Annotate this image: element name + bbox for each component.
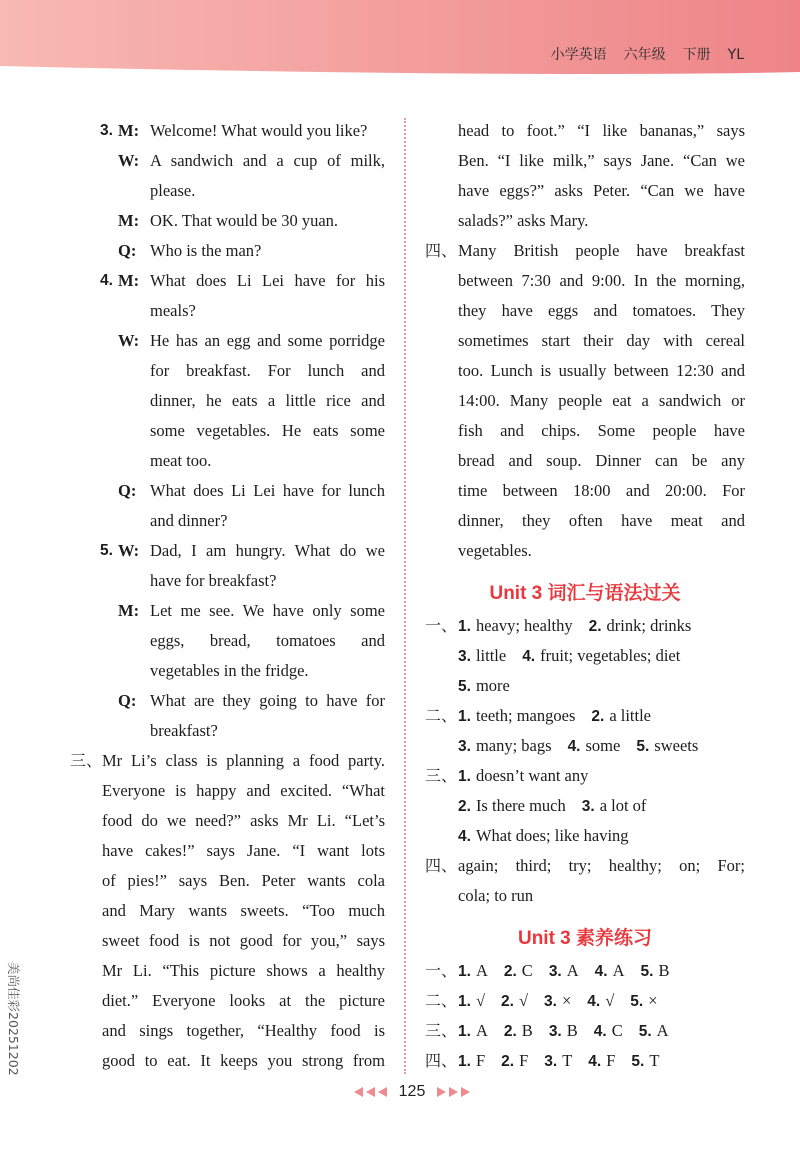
answer-text: sweets bbox=[654, 736, 699, 755]
answer-item bbox=[549, 961, 579, 980]
line-text: eggs, bread, tomatoes and bbox=[150, 631, 385, 650]
section-heading: Unit 3 素养练习 bbox=[517, 928, 653, 949]
speaker-label: M: bbox=[118, 211, 140, 230]
line-text: meat too. bbox=[150, 451, 212, 470]
text-line bbox=[70, 326, 385, 356]
line-text: Ben. “I like milk,” says Jane. “Can we bbox=[458, 151, 745, 170]
line-text: of pies!” says Ben. Peter wants cola bbox=[102, 871, 385, 890]
line-text: again; third; try; healthy; on; For; bbox=[458, 856, 745, 875]
speaker-label: M: bbox=[118, 601, 140, 620]
line-text: for breakfast. For lunch and bbox=[150, 361, 385, 380]
text-line bbox=[70, 386, 385, 416]
answer-text: B bbox=[658, 961, 670, 980]
grade-label: 六年级 bbox=[623, 47, 666, 63]
section-number: 三、 bbox=[70, 751, 103, 770]
text-line bbox=[70, 656, 385, 686]
line-text: What are they going to have for bbox=[150, 691, 385, 710]
line-text: some vegetables. He eats some bbox=[150, 421, 385, 440]
line-text: A sandwich and a cup of milk, bbox=[150, 151, 385, 170]
dialogue-turn bbox=[70, 206, 385, 236]
section-number: 四、 bbox=[425, 1051, 458, 1070]
answer-item bbox=[591, 706, 651, 725]
page-number: 125 bbox=[398, 1083, 426, 1100]
answer-line bbox=[425, 611, 745, 641]
answer-item bbox=[587, 991, 614, 1010]
answer-item bbox=[501, 1051, 528, 1070]
line-text: dinner, he eats a little rice and bbox=[150, 391, 385, 410]
answer-text: some bbox=[585, 736, 621, 755]
triple-right-arrow-icon bbox=[435, 1087, 471, 1097]
text-line bbox=[70, 176, 385, 206]
text-line bbox=[425, 356, 745, 386]
dialogue-turn bbox=[70, 236, 385, 266]
line-text: Everyone is happy and excited. “What bbox=[102, 781, 385, 800]
answer-number: 4. bbox=[587, 993, 601, 1010]
page-footer bbox=[332, 1080, 492, 1104]
margin-print-note: 美尚佳彩20251202 bbox=[6, 962, 21, 1076]
text-line bbox=[70, 746, 385, 776]
section-number: 三、 bbox=[425, 766, 458, 785]
answer-text: a lot of bbox=[599, 796, 647, 815]
answer-line bbox=[425, 701, 745, 731]
answer-text: T bbox=[649, 1051, 660, 1070]
line-text: please. bbox=[150, 181, 196, 200]
line-text: bread and soup. Dinner can be any bbox=[458, 451, 745, 470]
section-number: 四、 bbox=[425, 241, 458, 260]
line-text: breakfast? bbox=[150, 721, 218, 740]
answer-item bbox=[458, 766, 588, 785]
answer-item bbox=[458, 1021, 488, 1040]
answer-text: teeth; mangoes bbox=[475, 706, 576, 725]
answer-number: 5. bbox=[631, 1053, 645, 1070]
answer-group bbox=[425, 611, 745, 701]
line-text: Mr Li’s class is planning a food party. bbox=[102, 751, 385, 770]
answer-text: heavy; healthy bbox=[475, 616, 573, 635]
answer-text: What does; like having bbox=[475, 826, 629, 845]
text-line bbox=[70, 476, 385, 506]
answer-number: 1. bbox=[458, 708, 471, 725]
answer-item bbox=[544, 991, 571, 1010]
text-line bbox=[70, 926, 385, 956]
line-text: Who is the man? bbox=[150, 241, 262, 260]
answer-number: 2. bbox=[503, 1023, 517, 1040]
text-line bbox=[425, 206, 745, 236]
answer-number: 3. bbox=[544, 993, 557, 1010]
speaker-label: Q: bbox=[118, 691, 137, 710]
speaker-label: Q: bbox=[118, 241, 137, 260]
line-text: have for breakfast? bbox=[150, 571, 277, 590]
answer-item bbox=[568, 736, 621, 755]
answer-line bbox=[425, 731, 745, 761]
dialogue-turn bbox=[70, 326, 385, 476]
speaker-label: W: bbox=[118, 331, 140, 350]
text-line bbox=[425, 476, 745, 506]
line-text: and dinner? bbox=[150, 511, 228, 530]
answer-item bbox=[501, 991, 528, 1010]
text-line bbox=[425, 386, 745, 416]
answer-text: F bbox=[475, 1051, 486, 1070]
answer-number: 5. bbox=[638, 1023, 652, 1040]
text-line bbox=[425, 881, 745, 911]
answer-item bbox=[595, 961, 625, 980]
subject-label: 小学英语 bbox=[550, 47, 607, 63]
answer-text: A bbox=[566, 961, 579, 980]
answer-number: 2. bbox=[588, 618, 602, 635]
line-text: food do we need?” asks Mr Li. “Let’s bbox=[102, 811, 385, 830]
line-text: Let me see. We have only some bbox=[150, 601, 385, 620]
section-number: 一、 bbox=[425, 961, 458, 980]
passage bbox=[425, 236, 745, 566]
answer-item bbox=[458, 676, 510, 695]
answer-item bbox=[582, 796, 647, 815]
text-line bbox=[70, 536, 385, 566]
answer-item bbox=[636, 736, 698, 755]
answer-text: C bbox=[611, 1021, 623, 1040]
line-text: have cakes!” says Jane. “I want lots bbox=[102, 841, 385, 860]
section-number: 一、 bbox=[425, 616, 458, 635]
text-line bbox=[70, 506, 385, 536]
answer-number: 2. bbox=[458, 798, 471, 815]
speaker-label: W: bbox=[118, 151, 140, 170]
line-text: sometimes start their day with cereal bbox=[458, 331, 745, 350]
speaker-label: Q: bbox=[118, 481, 137, 500]
left-column bbox=[70, 116, 385, 1076]
answer-number: 3. bbox=[458, 648, 471, 665]
dialogue-turn bbox=[70, 266, 385, 326]
line-text: vegetables in the fridge. bbox=[150, 661, 309, 680]
answer-number: 3. bbox=[458, 738, 471, 755]
line-text: dinner, they often have meat and bbox=[458, 511, 745, 530]
answer-number: 4. bbox=[458, 828, 471, 845]
line-text: time between 18:00 and 20:00. For bbox=[458, 481, 745, 500]
line-text: have eggs?” asks Peter. “Can we have bbox=[458, 181, 745, 200]
line-text: fish and chips. Some people have bbox=[458, 421, 745, 440]
answer-text: F bbox=[519, 1051, 529, 1070]
dialogue-turn bbox=[70, 596, 385, 686]
answer-item bbox=[522, 646, 680, 665]
answer-text: √ bbox=[605, 991, 615, 1010]
line-text: good to eat. It keeps you strong from bbox=[102, 1051, 385, 1070]
text-line bbox=[70, 626, 385, 656]
answer-text: more bbox=[475, 676, 510, 695]
text-line bbox=[70, 206, 385, 236]
answer-group bbox=[425, 761, 745, 851]
answer-text: A bbox=[612, 961, 625, 980]
text-line bbox=[425, 446, 745, 476]
text-line bbox=[70, 686, 385, 716]
line-text: What does Li Lei have for his bbox=[150, 271, 385, 290]
line-text: meals? bbox=[150, 301, 196, 320]
text-line bbox=[70, 986, 385, 1016]
answer-number: 3. bbox=[548, 963, 562, 980]
dialogue-turn bbox=[70, 116, 385, 146]
answer-item bbox=[458, 826, 629, 845]
answer-item bbox=[641, 961, 670, 980]
answer-text: little bbox=[475, 646, 507, 665]
right-column bbox=[425, 116, 745, 1076]
answer-number: 2. bbox=[503, 963, 517, 980]
answer-item bbox=[504, 961, 533, 980]
triple-left-arrow-icon bbox=[353, 1087, 389, 1097]
answer-number: 5. bbox=[636, 738, 650, 755]
answer-number: 5. bbox=[640, 963, 654, 980]
answer-number: 5. bbox=[458, 678, 471, 695]
answer-number: 3. bbox=[548, 1023, 562, 1040]
answer-text: × bbox=[561, 991, 572, 1010]
answer-item bbox=[458, 961, 488, 980]
text-line bbox=[425, 536, 745, 566]
answer-item bbox=[589, 616, 692, 635]
answer-item bbox=[594, 1021, 623, 1040]
answer-item bbox=[549, 1021, 578, 1040]
section-number: 三、 bbox=[425, 1021, 458, 1040]
text-line bbox=[70, 956, 385, 986]
answer-line bbox=[425, 1046, 745, 1076]
text-line bbox=[425, 296, 745, 326]
question-number: 4. bbox=[100, 272, 113, 289]
text-line bbox=[70, 236, 385, 266]
header-banner bbox=[0, 0, 800, 78]
answer-text: A bbox=[656, 1021, 669, 1040]
dialogue-turn bbox=[70, 536, 385, 596]
text-line bbox=[70, 1046, 385, 1076]
answer-number: 1. bbox=[458, 1053, 471, 1070]
answer-group bbox=[425, 701, 745, 761]
text-line bbox=[70, 416, 385, 446]
column-divider bbox=[404, 118, 406, 1074]
answer-line bbox=[425, 671, 745, 701]
line-text: OK. That would be 30 yuan. bbox=[150, 211, 339, 230]
answer-text: doesn’t want any bbox=[475, 766, 589, 785]
text-line bbox=[425, 416, 745, 446]
answer-line bbox=[425, 1016, 745, 1046]
answer-number: 2. bbox=[501, 993, 514, 1010]
answer-number: 1. bbox=[458, 963, 471, 980]
text-line bbox=[425, 176, 745, 206]
passage bbox=[70, 746, 385, 1076]
text-line bbox=[425, 326, 745, 356]
answer-line bbox=[425, 641, 745, 671]
line-text: What does Li Lei have for lunch bbox=[150, 481, 385, 500]
line-text: diet.” Everyone looks at the picture bbox=[102, 991, 385, 1010]
text-line bbox=[425, 146, 745, 176]
text-line bbox=[70, 896, 385, 926]
line-text: vegetables. bbox=[458, 541, 532, 560]
text-line bbox=[70, 716, 385, 746]
volume-label: 下册 bbox=[682, 47, 711, 63]
text-line bbox=[70, 566, 385, 596]
answer-item bbox=[458, 991, 485, 1010]
line-text: and sings together, “Healthy food is bbox=[102, 1021, 385, 1040]
book-info bbox=[551, 44, 744, 66]
line-text: head to foot.” “I like bananas,” says bbox=[458, 121, 745, 140]
answer-item bbox=[544, 1051, 572, 1070]
edition-label: YL bbox=[727, 47, 744, 63]
text-line bbox=[425, 506, 745, 536]
answer-item bbox=[458, 736, 552, 755]
text-line bbox=[70, 596, 385, 626]
answer-item bbox=[458, 1051, 485, 1070]
line-text: and Mary wants sweets. “Too much bbox=[102, 901, 385, 920]
text-line bbox=[70, 266, 385, 296]
answer-item bbox=[631, 1051, 659, 1070]
speaker-label: W: bbox=[118, 541, 140, 560]
answer-number: 4. bbox=[594, 963, 608, 980]
answer-group bbox=[425, 1046, 745, 1076]
answer-number: 1. bbox=[458, 768, 471, 785]
line-text: between 7:30 and 9:00. In the morning, bbox=[458, 271, 745, 290]
text-line bbox=[425, 236, 745, 266]
answer-text: T bbox=[562, 1051, 573, 1070]
text-line bbox=[70, 116, 385, 146]
answer-number: 2. bbox=[501, 1053, 515, 1070]
answer-text: Is there much bbox=[475, 796, 566, 815]
text-line bbox=[70, 446, 385, 476]
answer-item bbox=[458, 646, 506, 665]
answer-line bbox=[425, 791, 745, 821]
answer-group bbox=[425, 986, 745, 1016]
answer-item bbox=[630, 991, 657, 1010]
answer-number: 3. bbox=[544, 1053, 558, 1070]
answer-number: 5. bbox=[630, 993, 644, 1010]
header-banner-shape bbox=[0, 0, 800, 78]
answer-number: 1. bbox=[458, 993, 471, 1010]
answer-text: F bbox=[606, 1051, 616, 1070]
text-line bbox=[70, 1016, 385, 1046]
line-text: sweet food is not good for you,” says bbox=[102, 931, 385, 950]
line-text: cola; to run bbox=[458, 886, 534, 905]
line-text: Welcome! What would you like? bbox=[150, 121, 368, 140]
line-text: Mr Li. “This picture shows a healthy bbox=[102, 961, 385, 980]
answer-line bbox=[425, 986, 745, 1016]
dialogue-turn bbox=[70, 686, 385, 746]
text-line bbox=[70, 356, 385, 386]
answer-number: 4. bbox=[593, 1023, 607, 1040]
speaker-label: M: bbox=[118, 271, 140, 290]
answer-item bbox=[458, 616, 573, 635]
answer-item bbox=[458, 796, 566, 815]
answer-text: A bbox=[475, 1021, 488, 1040]
text-line bbox=[70, 776, 385, 806]
line-text: too. Lunch is usually between 12:30 and bbox=[458, 361, 745, 380]
answer-text: B bbox=[521, 1021, 533, 1040]
text-line bbox=[70, 806, 385, 836]
text-line bbox=[70, 836, 385, 866]
answer-text: many; bags bbox=[475, 736, 552, 755]
line-text: salads?” asks Mary. bbox=[458, 211, 589, 230]
section-number: 二、 bbox=[425, 706, 458, 725]
text-line bbox=[425, 116, 745, 146]
line-text: Many British people have breakfast bbox=[458, 241, 745, 260]
answer-line bbox=[425, 821, 745, 851]
answer-text: B bbox=[566, 1021, 578, 1040]
answer-group bbox=[425, 1016, 745, 1046]
answer-text: √ bbox=[518, 991, 528, 1010]
passage bbox=[425, 116, 745, 236]
section-heading: Unit 3 词汇与语法过关 bbox=[489, 583, 681, 604]
dialogue-turn bbox=[70, 476, 385, 536]
answer-item bbox=[588, 1051, 615, 1070]
answer-number: 4. bbox=[522, 648, 536, 665]
answer-number: 2. bbox=[591, 708, 605, 725]
answer-item bbox=[639, 1021, 669, 1040]
answer-text: × bbox=[648, 991, 658, 1010]
answer-number: 1. bbox=[458, 1023, 471, 1040]
section-number: 四、 bbox=[425, 856, 458, 875]
passage bbox=[425, 851, 745, 911]
answer-text: A bbox=[475, 961, 488, 980]
answer-text: a little bbox=[609, 706, 652, 725]
answer-number: 1. bbox=[458, 618, 471, 635]
line-text: Dad, I am hungry. What do we bbox=[150, 541, 385, 560]
text-line bbox=[425, 266, 745, 296]
line-text: they have eggs and tomatoes. They bbox=[458, 301, 745, 320]
answer-text: drink; drinks bbox=[606, 616, 692, 635]
dialogue-turn bbox=[70, 146, 385, 206]
section-number: 二、 bbox=[425, 991, 458, 1010]
line-text: He has an egg and some porridge bbox=[150, 331, 385, 350]
question-number: 3. bbox=[100, 122, 113, 139]
answer-number: 3. bbox=[581, 798, 595, 815]
answer-text: C bbox=[521, 961, 533, 980]
answer-text: fruit; vegetables; diet bbox=[540, 646, 681, 665]
text-line bbox=[425, 851, 745, 881]
answer-number: 4. bbox=[588, 1053, 602, 1070]
text-line bbox=[70, 146, 385, 176]
answer-group bbox=[425, 956, 745, 986]
answer-line bbox=[425, 956, 745, 986]
speaker-label: M: bbox=[118, 121, 140, 140]
question-number: 5. bbox=[100, 542, 113, 559]
answer-line bbox=[425, 761, 745, 791]
text-line bbox=[70, 296, 385, 326]
answer-item bbox=[504, 1021, 533, 1040]
answer-number: 4. bbox=[567, 738, 581, 755]
text-line bbox=[70, 866, 385, 896]
answer-text: √ bbox=[475, 991, 485, 1010]
line-text: 14:00. Many people eat a sandwich or bbox=[458, 391, 745, 410]
answer-item bbox=[458, 706, 575, 725]
